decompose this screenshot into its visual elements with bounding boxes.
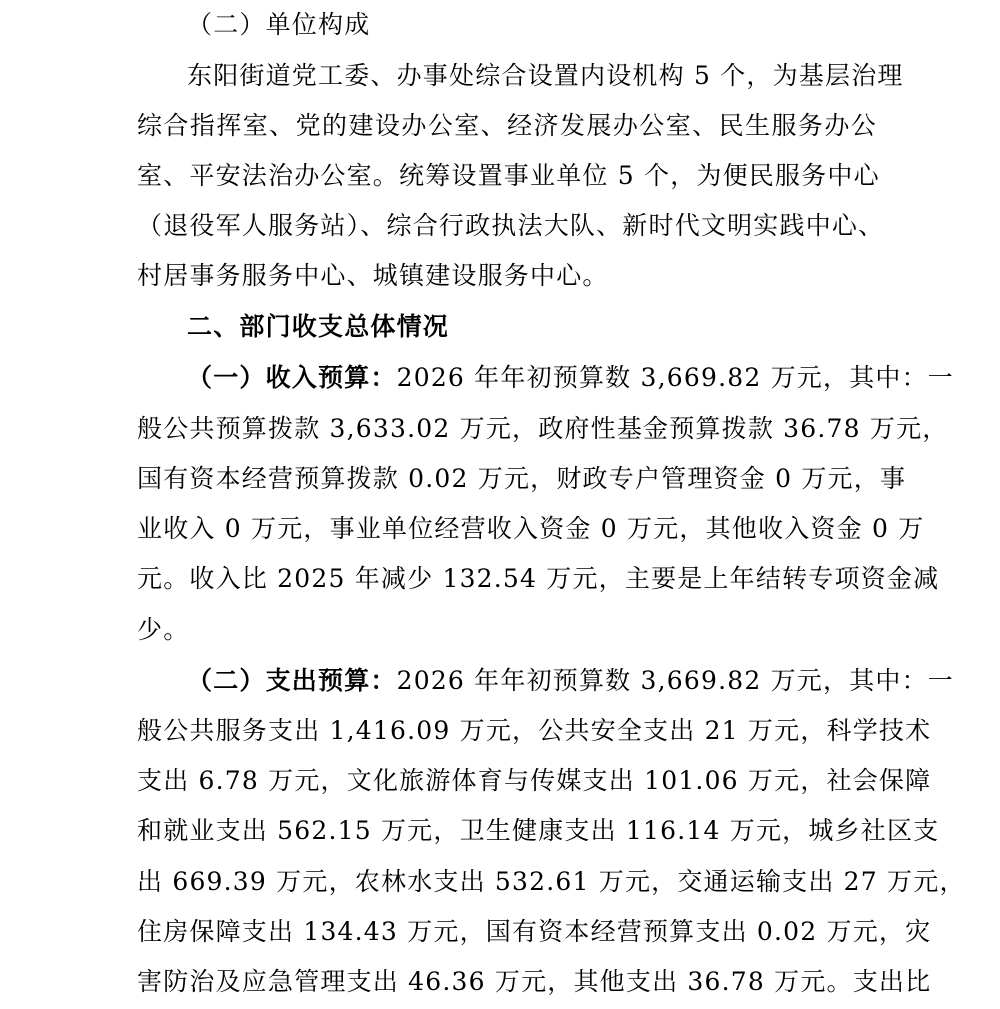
income-text: 2026 年年初预算数 3,669.82 万元，其中：一 [396,363,955,392]
expense-label: （二）支出预算： [187,666,397,695]
expense-first-line [137,661,955,701]
section-heading-overview: 二、部门收支总体情况 [187,312,450,341]
paragraph-line: 般公共预算拨款 3,633.02 万元，政府性基金预算拨款 36.78 万元， [137,414,949,443]
paragraph-line: 出 669.39 万元，农林水支出 532.61 万元，交通运输支出 27 万元， [137,867,966,896]
paragraph-line: 村居事务服务中心、城镇建设服务中心。 [137,261,609,290]
paragraph-line: 国有资本经营预算拨款 0.02 万元，财政专户管理资金 0 万元，事 [137,464,907,493]
paragraph-line: 支出 6.78 万元，文化旅游体育与传媒支出 101.06 万元，社会保障 [137,766,932,795]
expense-text: 2026 年年初预算数 3,669.82 万元，其中：一 [396,666,955,695]
paragraph-line: 东阳街道党工委、办事处综合设置内设机构 5 个，为基层治理 [187,61,904,90]
paragraph-line: 害防治及应急管理支出 46.36 万元，其他支出 36.78 万元。支出比 [137,967,932,996]
paragraph-line: （退役军人服务站）、综合行政执法大队、新时代文明实践中心、 [137,211,885,240]
paragraph-line: 元。收入比 2025 年减少 132.54 万元，主要是上年结转专项资金减 [137,564,940,593]
income-first-line [137,358,955,398]
income-label: （一）收入预算： [187,363,397,392]
paragraph-line: 住房保障支出 134.43 万元，国有资本经营预算支出 0.02 万元，灾 [137,917,932,946]
paragraph-line: 少。 [137,615,190,644]
paragraph-line: 室、平安法治办公室。统筹设置事业单位 5 个，为便民服务中心 [137,161,880,190]
section-heading-unit: （二）单位构成 [187,10,371,39]
paragraph-line: 般公共服务支出 1,416.09 万元，公共安全支出 21 万元，科学技术 [137,716,932,745]
paragraph-line: 业收入 0 万元，事业单位经营收入资金 0 万元，其他收入资金 0 万 [137,514,925,543]
paragraph-line: 和就业支出 562.15 万元，卫生健康支出 116.14 万元，城乡社区支 [137,816,940,845]
paragraph-line: 综合指挥室、党的建设办公室、经济发展办公室、民生服务办公 [137,111,877,140]
